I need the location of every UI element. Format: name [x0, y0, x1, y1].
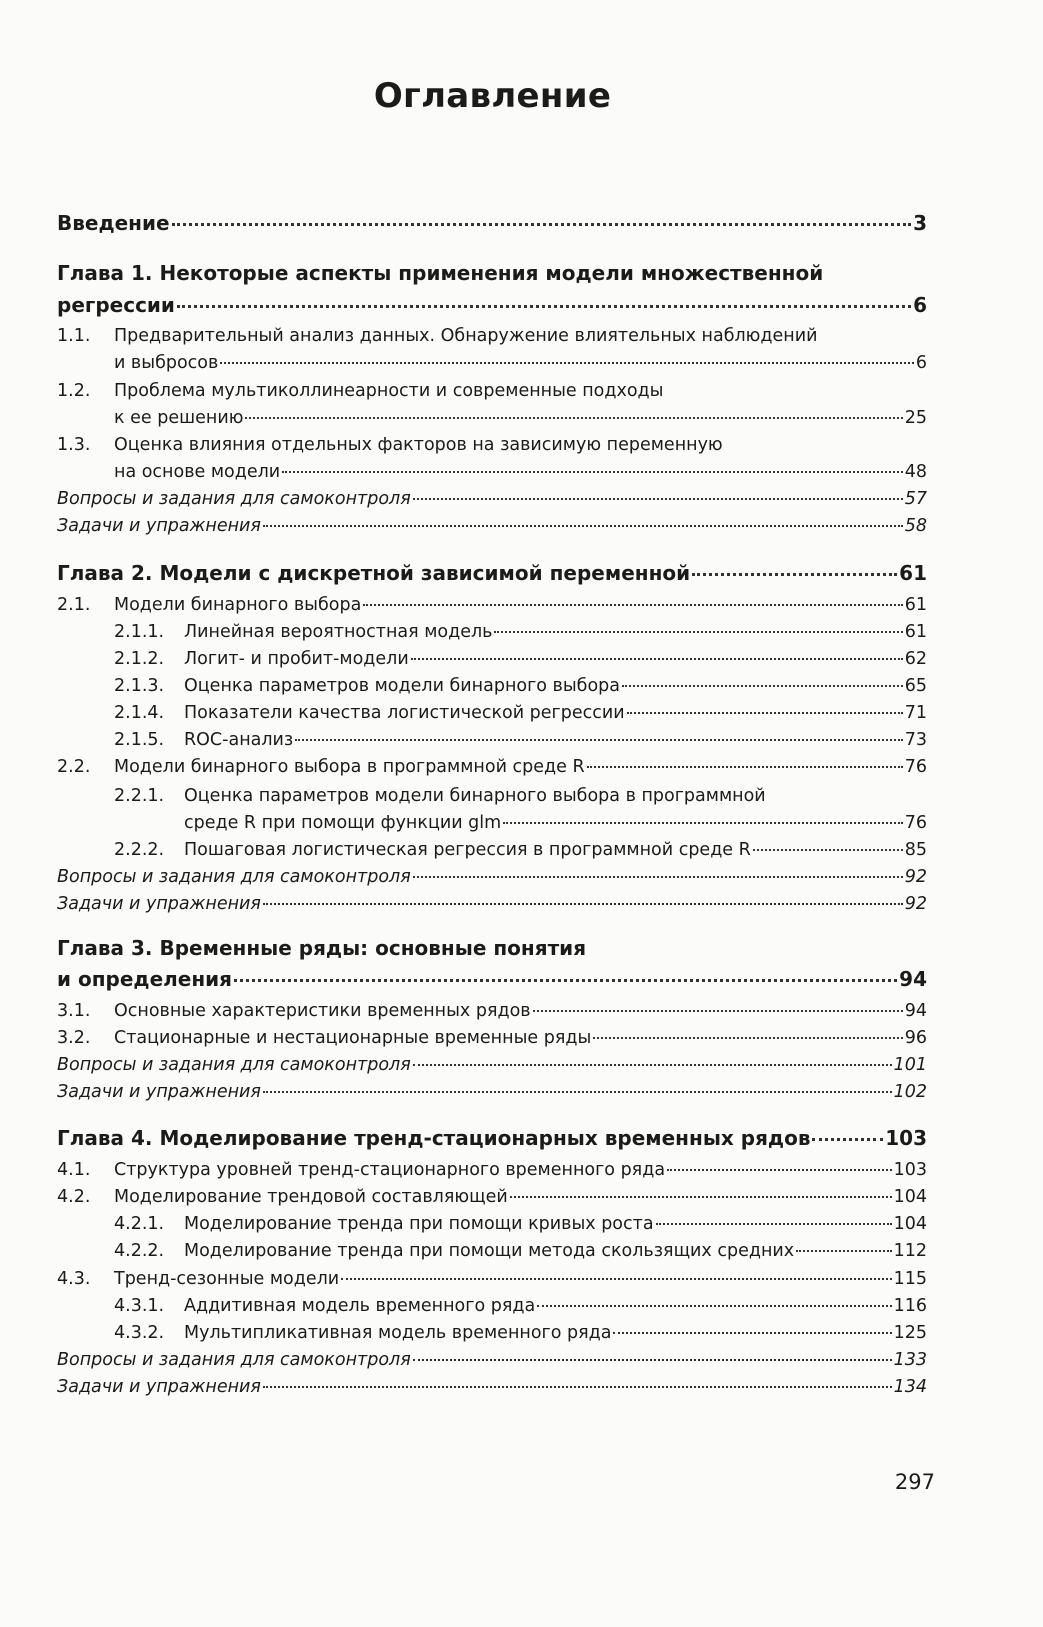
toc-entry-number: 2.1. — [57, 595, 91, 615]
dot-leader — [812, 1138, 883, 1141]
toc-entry[interactable] — [57, 935, 927, 961]
toc-entry[interactable] — [57, 434, 927, 456]
toc-entry-page: 92 — [904, 894, 927, 914]
toc-entry-page: 96 — [904, 1028, 927, 1048]
dot-leader — [263, 525, 903, 527]
toc-entry-page: 73 — [904, 730, 927, 750]
toc-entry-page: 101 — [893, 1055, 927, 1075]
toc-entry-title: Глава 3. Временные ряды: основные понятия — [57, 936, 587, 960]
toc-entry-title: Проблема мультиколлинеарности и современные подходы — [114, 381, 664, 401]
toc-entry-page: 76 — [904, 757, 927, 777]
toc-entry-number: 2.1.1. — [114, 622, 165, 642]
dot-leader — [263, 1091, 892, 1093]
toc-entry-page: 92 — [904, 867, 927, 887]
toc-entry[interactable] — [57, 756, 927, 778]
toc-entry-title: Логит- и пробит-модели — [184, 649, 409, 669]
toc-entry[interactable] — [57, 1081, 927, 1103]
dot-leader — [692, 573, 897, 576]
dot-leader — [627, 712, 903, 714]
toc-entry[interactable] — [57, 515, 927, 537]
toc-entry-number: 4.3.2. — [114, 1323, 165, 1343]
toc-entry-title: Модели бинарного выбора — [114, 595, 362, 615]
toc-entry-title: Введение — [57, 211, 170, 235]
toc-entry-page: 102 — [893, 1082, 927, 1102]
toc-entry[interactable] — [57, 675, 927, 697]
page-number: 297 — [894, 1470, 935, 1494]
toc-entry[interactable] — [57, 560, 927, 586]
toc-entry[interactable] — [57, 866, 927, 888]
dot-leader — [295, 739, 902, 741]
toc-entry[interactable] — [57, 352, 927, 374]
dot-leader — [177, 305, 911, 308]
toc-entry-title: Вопросы и задания для самоконтроля — [57, 1350, 411, 1370]
toc-entry-title: Задачи и упражнения — [57, 894, 261, 914]
toc-entry-title: Задачи и упражнения — [57, 1082, 261, 1102]
toc-entry-title: Пошаговая логистическая регрессия в программной среде R — [184, 840, 751, 860]
toc-entry-page: 6 — [913, 293, 927, 317]
toc-entry-page: 85 — [904, 840, 927, 860]
toc-entry[interactable] — [57, 594, 927, 616]
toc-entry-page: 48 — [904, 462, 927, 482]
toc-entry-title: к ее решению — [114, 408, 244, 428]
toc-entry-number: 2.1.3. — [114, 676, 165, 696]
toc-entry-number: 2.1.5. — [114, 730, 165, 750]
toc-entry-title: Вопросы и задания для самоконтроля — [57, 867, 411, 887]
dot-leader — [503, 822, 903, 824]
toc-entry[interactable] — [57, 785, 927, 807]
toc-entry-title: Основные характеристики временных рядов — [114, 1001, 531, 1021]
toc-entry-page: 115 — [893, 1269, 927, 1289]
toc-entry-page: 76 — [904, 813, 927, 833]
toc-entry-page: 104 — [893, 1187, 927, 1207]
dot-leader — [667, 1169, 892, 1171]
toc-entry[interactable] — [57, 260, 927, 286]
toc-entry-title: Предварительный анализ данных. Обнаружение влиятельных наблюдений — [114, 326, 818, 346]
toc-entry[interactable] — [57, 839, 927, 861]
toc-entry-title: Тренд-сезонные модели — [114, 1269, 340, 1289]
toc-entry-page: 133 — [893, 1350, 927, 1370]
dot-leader — [622, 685, 903, 687]
toc-entry-page: 94 — [904, 1001, 927, 1021]
toc-entry-number: 4.2.1. — [114, 1214, 165, 1234]
toc-entry-title: Оценка влияния отдельных факторов на зависимую переменную — [114, 435, 723, 455]
dot-leader — [593, 1037, 902, 1039]
toc-entry-page: 125 — [893, 1323, 927, 1343]
toc-entry-number: 1.1. — [57, 326, 91, 346]
toc-entry-page: 61 — [899, 561, 927, 585]
toc-entry-page: 25 — [904, 408, 927, 428]
toc-entry[interactable] — [57, 292, 927, 318]
toc-entry-title: Моделирование тренда при помощи метода скользящих средних — [184, 1241, 795, 1261]
dot-leader — [263, 1386, 892, 1388]
dot-leader — [510, 1196, 892, 1198]
toc-entry[interactable] — [57, 1376, 927, 1398]
toc-entry-title: среде R при помощи функции glm — [184, 813, 502, 833]
toc-entry-page: 116 — [893, 1296, 927, 1316]
toc-entry-title: Глава 2. Модели с дискретной зависимой переменной — [57, 561, 691, 585]
toc-entry-title: Оценка параметров модели бинарного выбора в программной — [184, 786, 766, 806]
toc-entry-number: 2.2.2. — [114, 840, 165, 860]
toc-entry-number: 4.3.1. — [114, 1296, 165, 1316]
toc-entry-title: Глава 1. Некоторые аспекты применения модели множественной — [57, 261, 824, 285]
dot-leader — [263, 903, 903, 905]
toc-entry[interactable] — [57, 1027, 927, 1049]
dot-leader — [413, 876, 903, 878]
toc-entry[interactable] — [57, 1349, 927, 1371]
toc-entry-title: Модели бинарного выбора в программной среде R — [114, 757, 585, 777]
toc-entry-number: 4.3. — [57, 1269, 91, 1289]
toc-entry-title: регрессии — [57, 293, 175, 317]
toc-entry-page: 134 — [893, 1377, 927, 1397]
toc-entry-number: 2.2.1. — [114, 786, 165, 806]
dot-leader — [613, 1332, 891, 1334]
toc-entry[interactable] — [57, 461, 927, 483]
toc-entry[interactable] — [57, 1000, 927, 1022]
toc-entry-title: Вопросы и задания для самоконтроля — [57, 489, 411, 509]
dot-leader — [533, 1010, 903, 1012]
dot-leader — [172, 223, 912, 226]
toc-entry[interactable] — [57, 1322, 927, 1344]
dot-leader — [413, 498, 903, 500]
toc-entry-title: Стационарные и нестационарные временные ряды — [114, 1028, 592, 1048]
toc-entry[interactable] — [57, 1268, 927, 1290]
toc-entry-title: Аддитивная модель временного ряда — [184, 1296, 536, 1316]
toc-entry[interactable] — [57, 1295, 927, 1317]
toc-entry-page: 3 — [913, 211, 927, 235]
toc-entry-page: 104 — [893, 1214, 927, 1234]
toc-entry-number: 4.2.2. — [114, 1241, 165, 1261]
toc-entry[interactable] — [57, 1054, 927, 1076]
toc-entry-title: ROC-анализ — [184, 730, 294, 750]
toc-entry[interactable] — [57, 621, 927, 643]
dot-leader — [413, 1359, 892, 1361]
toc-entry-number: 2.1.2. — [114, 649, 165, 669]
toc-entry-page: 103 — [893, 1160, 927, 1180]
toc-entry-title: Глава 4. Моделирование тренд-стационарных временных рядов — [57, 1126, 811, 1150]
toc-entry[interactable] — [57, 648, 927, 670]
toc-entry-title: и выбросов — [114, 353, 219, 373]
toc-entry-page: 65 — [904, 676, 927, 696]
toc-entry[interactable] — [57, 702, 927, 724]
toc-entry[interactable] — [57, 325, 927, 347]
toc-entry-title: Показатели качества логистической регрессии — [184, 703, 625, 723]
toc-entry-title: Оценка параметров модели бинарного выбора — [184, 676, 621, 696]
toc-entry-title: Задачи и упражнения — [57, 1377, 261, 1397]
toc-entry-page: 58 — [904, 516, 927, 536]
toc-entry-number: 2.1.4. — [114, 703, 165, 723]
dot-leader — [537, 1305, 891, 1307]
toc-entry-page: 103 — [885, 1126, 927, 1150]
dot-leader — [656, 1223, 892, 1225]
page-title: Оглавление — [373, 76, 612, 116]
toc-entry-page: 61 — [904, 595, 927, 615]
toc-entry-page: 94 — [899, 967, 927, 991]
dot-leader — [245, 417, 902, 419]
toc-entry[interactable] — [57, 729, 927, 751]
dot-leader — [341, 1278, 891, 1280]
dot-leader — [282, 471, 903, 473]
toc-entry[interactable] — [57, 812, 927, 834]
toc-entry-title: Мультипликативная модель временного ряда — [184, 1323, 612, 1343]
toc-entry-number: 3.2. — [57, 1028, 91, 1048]
dot-leader — [411, 658, 903, 660]
toc-entry-title: Линейная вероятностная модель — [184, 622, 493, 642]
dot-leader — [363, 604, 902, 606]
toc-entry-number: 4.2. — [57, 1187, 91, 1207]
toc-entry[interactable] — [57, 1159, 927, 1181]
toc-entry-title: Структура уровней тренд-стационарного временного ряда — [114, 1160, 666, 1180]
toc-entry[interactable] — [57, 488, 927, 510]
toc-entry-number: 2.2. — [57, 757, 91, 777]
dot-leader — [234, 979, 897, 982]
toc-entry-title: и определения — [57, 967, 233, 991]
toc-entry-number: 4.1. — [57, 1160, 91, 1180]
toc-entry-page: 62 — [904, 649, 927, 669]
toc-entry-page: 6 — [915, 353, 927, 373]
toc-entry-page: 57 — [904, 489, 927, 509]
toc-entry[interactable] — [57, 1125, 927, 1151]
toc-entry[interactable] — [57, 407, 927, 429]
toc-entry[interactable] — [57, 380, 927, 402]
toc-entry-title: Моделирование трендовой составляющей — [114, 1187, 508, 1207]
toc-entry[interactable] — [57, 1186, 927, 1208]
toc-entry-page: 61 — [904, 622, 927, 642]
dot-leader — [753, 849, 903, 851]
toc-entry-number: 1.2. — [57, 381, 91, 401]
dot-leader — [587, 766, 903, 768]
toc-entry-page: 112 — [893, 1241, 927, 1261]
toc-entry[interactable] — [57, 893, 927, 915]
toc-entry-number: 3.1. — [57, 1001, 91, 1021]
toc-entry-number: 1.3. — [57, 435, 91, 455]
dot-leader — [494, 631, 902, 633]
toc-entry-title: Моделирование тренда при помощи кривых роста — [184, 1214, 654, 1234]
dot-leader — [413, 1064, 892, 1066]
toc-entry-page: 71 — [904, 703, 927, 723]
toc-entry-title: Задачи и упражнения — [57, 516, 261, 536]
toc-entry[interactable] — [57, 966, 927, 992]
toc-entry[interactable] — [57, 1240, 927, 1262]
toc-entry[interactable] — [57, 210, 927, 236]
toc-entry-title: на основе модели — [114, 462, 281, 482]
dot-leader — [796, 1250, 891, 1252]
toc-entry-title: Вопросы и задания для самоконтроля — [57, 1055, 411, 1075]
toc-entry[interactable] — [57, 1213, 927, 1235]
dot-leader — [220, 362, 914, 364]
